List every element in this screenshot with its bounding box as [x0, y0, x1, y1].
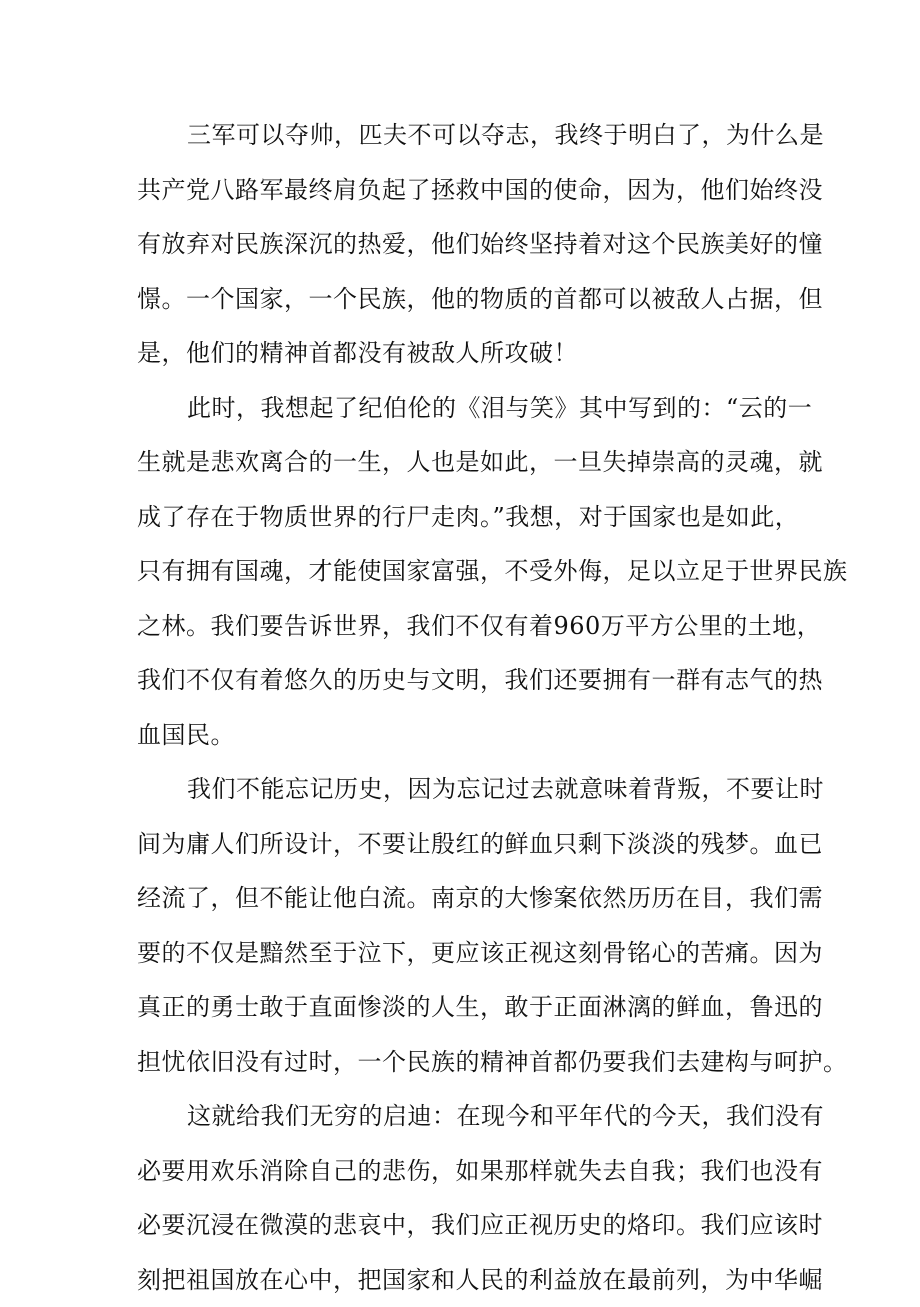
text-line: 刻把祖国放在心中，把国家和人民的利益放在最前列，为中华崛 — [137, 1253, 797, 1307]
text-line: 经流了，但不能让他白流。南京的大惨案依然历历在目，我们需 — [137, 871, 797, 926]
text-line: 此时，我想起了纪伯伦的《泪与笑》其中写到的：“云的一 — [137, 381, 797, 436]
text-line: 这就给我们无穷的启迪：在现今和平年代的今天，我们没有 — [137, 1089, 797, 1144]
paragraph-3 — [137, 762, 797, 1089]
text-line: 我们不能忘记历史，因为忘记过去就意味着背叛，不要让时 — [137, 762, 797, 817]
text-line: 真正的勇士敢于直面惨淡的人生，敢于正面淋漓的鲜血，鲁迅的 — [137, 980, 797, 1035]
text-line: 是，他们的精神首都没有被敌人所攻破！ — [137, 326, 797, 381]
text-line: 只有拥有国魂，才能使国家富强，不受外侮，足以立足于世界民族 — [137, 544, 797, 599]
paragraph-2 — [137, 381, 797, 763]
text-line: 我们不仅有着悠久的历史与文明，我们还要拥有一群有志气的热 — [137, 653, 797, 708]
text-line: 担忧依旧没有过时，一个民族的精神首都仍要我们去建构与呵护。 — [137, 1035, 797, 1090]
paragraph-4 — [137, 1089, 797, 1307]
text-line: 必要沉浸在微漠的悲哀中，我们应正视历史的烙印。我们应该时 — [137, 1198, 797, 1253]
text-line: 生就是悲欢离合的一生，人也是如此，一旦失掉崇高的灵魂，就 — [137, 435, 797, 490]
text-line: 成了存在于物质世界的行尸走肉。”我想，对于国家也是如此， — [137, 490, 797, 545]
text-line: 血国民。 — [137, 708, 797, 763]
paragraph-1 — [137, 108, 797, 381]
text-line: 必要用欢乐消除自己的悲伤，如果那样就失去自我；我们也没有 — [137, 1144, 797, 1199]
text-line: 之林。我们要告诉世界，我们不仅有着960万平方公里的土地， — [137, 599, 797, 654]
document-body — [137, 108, 797, 1307]
text-line: 有放弃对民族深沉的热爱，他们始终坚持着对这个民族美好的憧 — [137, 217, 797, 272]
text-line: 三军可以夺帅，匹夫不可以夺志，我终于明白了，为什么是 — [137, 108, 797, 163]
text-line: 要的不仅是黯然至于泣下，更应该正视这刻骨铭心的苦痛。因为 — [137, 926, 797, 981]
text-line: 共产党八路军最终肩负起了拯救中国的使命，因为，他们始终没 — [137, 163, 797, 218]
text-line: 间为庸人们所设计，不要让殷红的鲜血只剩下淡淡的残梦。血已 — [137, 817, 797, 872]
text-line: 憬。一个国家，一个民族，他的物质的首都可以被敌人占据，但 — [137, 272, 797, 327]
